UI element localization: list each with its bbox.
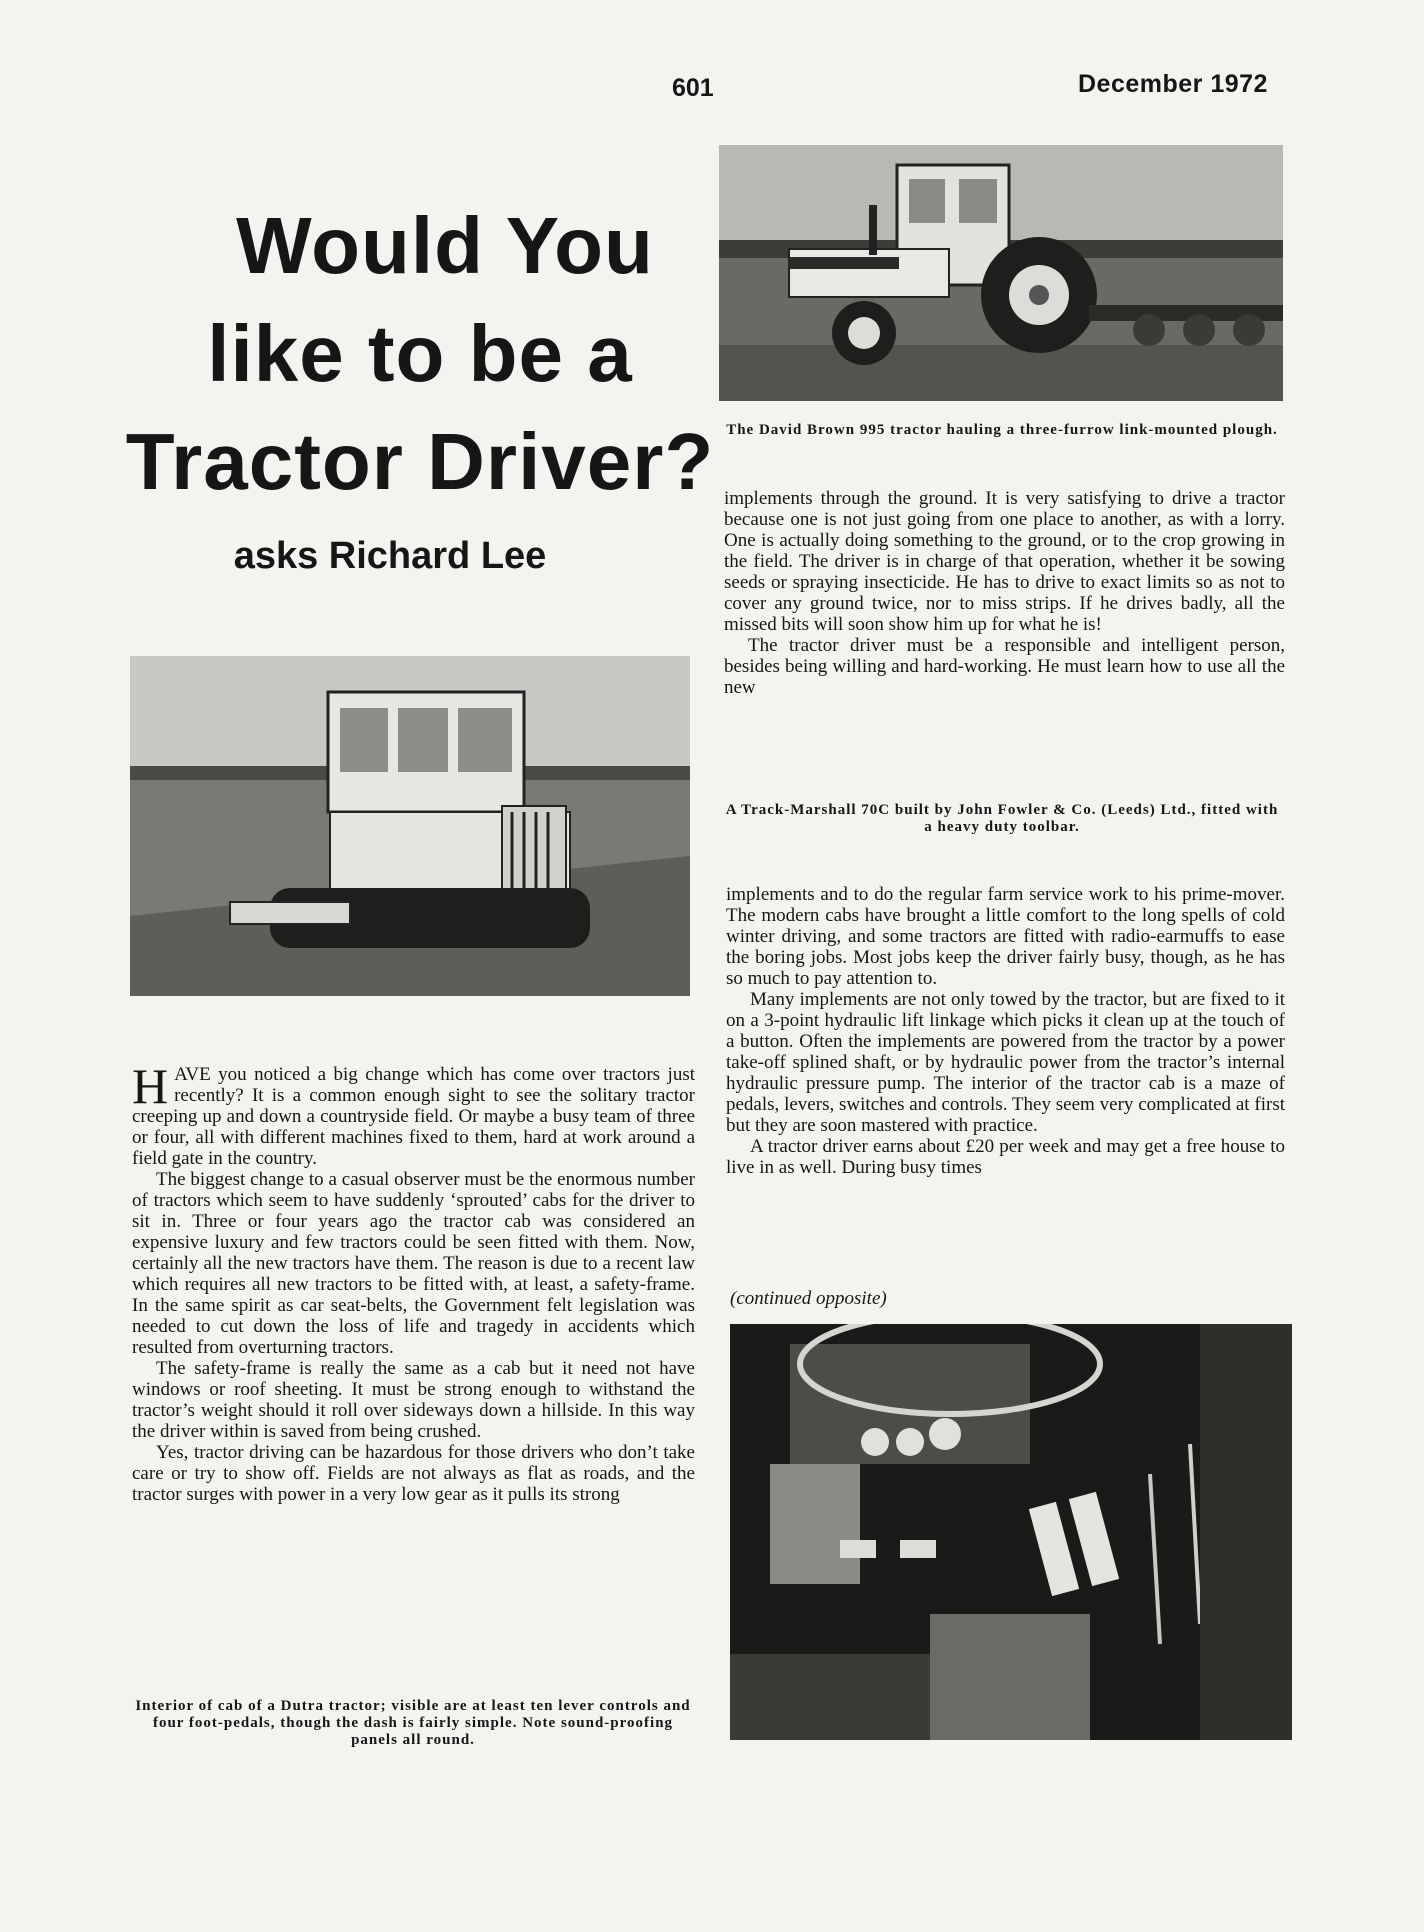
paragraph: implements and to do the regular farm service work to his prime-mover. The modern cabs have brought a little comfort to the long spells of cold winter driving, and some tractors are fitted with radio-earmuffs to ease the boring jobs. Most jobs keep the driver fairly busy, though, as he has so much to pay attention to. bbox=[726, 884, 1285, 989]
left-column bbox=[132, 1058, 695, 1505]
photo-crawler-tractor bbox=[130, 656, 690, 996]
title-line-3: Tractor Driver? bbox=[125, 417, 715, 506]
title-line-1: Would You bbox=[236, 201, 654, 290]
paragraph: Many implements are not only towed by the tractor, but are fixed to it on a 3-point hydraulic lift linkage which picks it clean up at the touch of a button. Often the implements are powered from the tractor by a power take-off splined shaft, or by hydraulic power from the tractor’s internal hydraulic pressure pump. The interior of the tractor cab is a maze of pedals, levers, switches and controls. They seem very complicated at first but they are soon mastered with practice. bbox=[726, 989, 1285, 1136]
article-title bbox=[120, 192, 720, 516]
title-line-2: like to be a bbox=[207, 309, 633, 398]
right-column-top bbox=[724, 488, 1285, 698]
caption-crawler-tractor: A Track-Marshall 70C built by John Fowler & Co. (Leeds) Ltd., fitted with a heavy duty toolbar. bbox=[725, 802, 1279, 835]
issue-date: December 1972 bbox=[1078, 70, 1268, 98]
page-number: 601 bbox=[672, 74, 714, 102]
photo-tractor-ploughing bbox=[719, 145, 1283, 401]
drop-cap: H bbox=[132, 1058, 169, 1114]
byline: asks Richard Lee bbox=[233, 535, 547, 577]
paragraph: A tractor driver earns about £20 per week and may get a free house to live in as well. During busy times bbox=[726, 1136, 1285, 1178]
continued-note: (continued opposite) bbox=[730, 1288, 887, 1309]
photo-cab-interior bbox=[730, 1324, 1292, 1740]
paragraph: The biggest change to a casual observer must be the enormous number of tractors which seem to have suddenly ‘sprouted’ cabs for the driver to sit in. Three or four years ago the tractor cab was considered an expensive luxury and few tractors could be seen fitted with them. Now, certainly all the new tractors have them. The reason is due to a recent law which requires all new tractors to be fitted with, at least, a safety-frame. In the same spirit as car seat-belts, the Government felt legislation was needed to cut down the loss of life and tragedy in accidents which resulted from overturning tractors. bbox=[132, 1169, 695, 1358]
paragraph bbox=[132, 1058, 695, 1169]
caption-cab-interior: Interior of cab of a Dutra tractor; visible are at least ten lever controls and four foot-pedals, though the dash is fairly simple. Note sound-proofing panels all round. bbox=[135, 1698, 691, 1748]
right-column-bottom bbox=[726, 884, 1285, 1178]
paragraph: implements through the ground. It is very satisfying to drive a tractor because one is not just going from one place to another, as with a lorry. One is actually doing something to the ground, or to the crop growing in the field. The driver is in charge of that operation, whether it be sowing seeds or spraying insecticide. He has to drive to exact limits so as not to cover any ground twice, nor to miss strips. If he drives badly, all the missed bits will soon show him up for what he is! bbox=[724, 488, 1285, 635]
paragraph: Yes, tractor driving can be hazardous for those drivers who don’t take care or try to show off. Fields are not always as flat as roads, and the tractor surges with power in a very low gear as it pulls its strong bbox=[132, 1442, 695, 1505]
paragraph-text: AVE you noticed a big change which has come over tractors just recently? It is a common enough sight to see the solitary tractor creeping up and down a countryside field. Or maybe a busy team of three or four, all with different machines fixed to them, hard at work around a field gate in the country. bbox=[132, 1064, 695, 1169]
paragraph: The tractor driver must be a responsible and intelligent person, besides being willing and hard-working. He must learn how to use all the new bbox=[724, 635, 1285, 698]
caption-tractor-ploughing: The David Brown 995 tractor hauling a three-furrow link-mounted plough. bbox=[726, 422, 1278, 438]
paragraph: The safety-frame is really the same as a cab but it need not have windows or roof sheeting. It must be strong enough to withstand the tractor’s weight should it roll over sideways down a hillside. In this way the driver within is saved from being crushed. bbox=[132, 1358, 695, 1442]
